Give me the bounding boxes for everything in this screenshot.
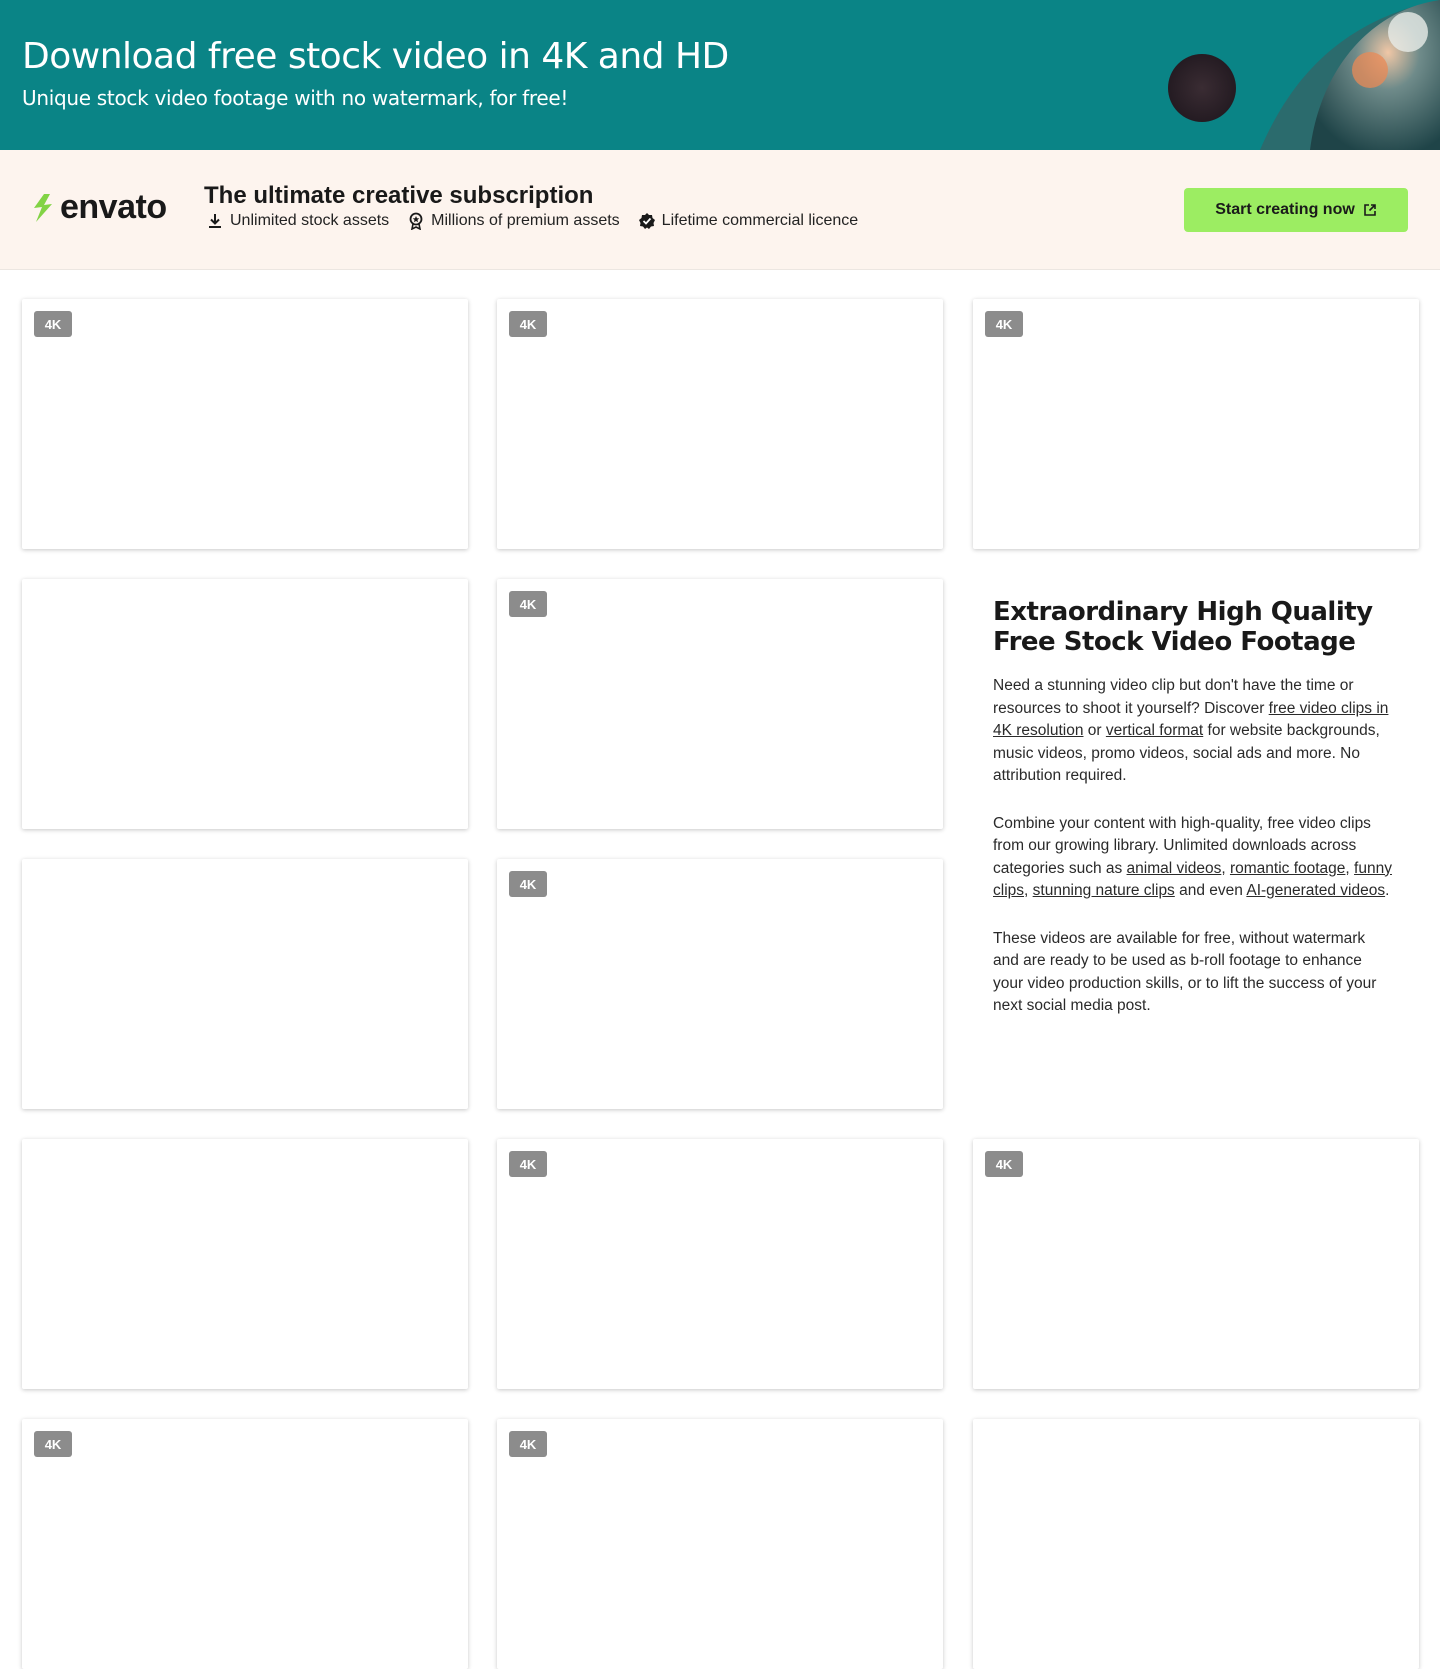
envato-logo[interactable] — [30, 188, 167, 227]
start-creating-button[interactable] — [1184, 188, 1408, 232]
hero-subtitle: Unique stock video footage with no watermark, for free! — [22, 86, 569, 110]
video-card[interactable] — [497, 859, 943, 1109]
link-animal-videos[interactable]: animal videos — [1126, 859, 1222, 877]
video-card[interactable] — [497, 299, 943, 549]
resolution-badge: 4K — [985, 311, 1023, 337]
link-free-4k-clips[interactable]: free video clips in 4K resolution — [993, 699, 1389, 739]
promo-feature-list — [206, 212, 858, 230]
cta-label: Start creating now — [1215, 201, 1355, 218]
video-card[interactable] — [22, 1139, 468, 1389]
info-title: Extraordinary High Quality Free Stock Video Footage — [993, 597, 1373, 657]
resolution-badge: 4K — [985, 1151, 1023, 1177]
info-panel — [993, 597, 1393, 1043]
info-paragraph-2: Combine your content with high-quality, free video clips from our growing library. Unlimited downloads across categories such as animal videos, romantic footage, funny clips, stunning nature clips and even AI-generated videos. — [993, 814, 1392, 899]
award-icon — [407, 212, 425, 230]
download-icon — [206, 212, 224, 230]
feature-premium-assets — [407, 212, 620, 230]
promo-title: The ultimate creative subscription — [204, 182, 594, 209]
envato-promo-bar — [0, 150, 1440, 270]
resolution-badge: 4K — [509, 311, 547, 337]
resolution-badge: 4K — [509, 871, 547, 897]
video-card[interactable] — [973, 299, 1419, 549]
video-card[interactable] — [497, 579, 943, 829]
info-paragraph-3: These videos are available for free, without watermark and are ready to be used as b-roll footage to enhance your video production skills, or to lift the success of your next social media post. — [993, 929, 1377, 1014]
video-card[interactable] — [973, 1139, 1419, 1389]
resolution-badge: 4K — [34, 1431, 72, 1457]
resolution-badge: 4K — [34, 311, 72, 337]
resolution-badge: 4K — [509, 591, 547, 617]
hero-banner — [0, 0, 1440, 150]
envato-leaf-icon — [30, 192, 56, 224]
external-link-icon — [1363, 203, 1377, 217]
feature-commercial-licence — [638, 212, 859, 230]
feature-label: Lifetime commercial licence — [661, 212, 859, 229]
video-card[interactable] — [22, 1419, 468, 1669]
feature-label: Unlimited stock assets — [230, 212, 390, 229]
info-paragraph-1: Need a stunning video clip but don't have the time or resources to shoot it yourself? Discover free video clips in 4K resolution or vertical format for website backgrounds, music videos, promo videos, social ads and more. No attribution required. — [993, 677, 1389, 784]
feature-unlimited-assets — [206, 212, 389, 230]
video-card[interactable] — [973, 1419, 1419, 1669]
resolution-badge: 4K — [509, 1431, 547, 1457]
link-ai-generated-videos[interactable]: AI-generated videos — [1246, 882, 1386, 899]
feature-label: Millions of premium assets — [431, 212, 620, 229]
link-romantic-footage[interactable]: romantic footage — [1229, 859, 1346, 877]
video-card[interactable] — [22, 859, 468, 1109]
link-funny-clips[interactable]: funny clips — [993, 859, 1392, 899]
link-vertical-format[interactable]: vertical format — [1105, 722, 1204, 739]
check-badge-icon — [638, 212, 656, 230]
hero-decorative-art — [1140, 0, 1440, 150]
video-card[interactable] — [22, 299, 468, 549]
link-nature-clips[interactable]: stunning nature clips — [1032, 882, 1175, 899]
video-card[interactable] — [497, 1139, 943, 1389]
hero-title: Download free stock video in 4K and HD — [22, 36, 729, 77]
envato-logo-text: envato — [60, 188, 167, 226]
video-card[interactable] — [497, 1419, 943, 1669]
video-card[interactable] — [22, 579, 468, 829]
resolution-badge: 4K — [509, 1151, 547, 1177]
